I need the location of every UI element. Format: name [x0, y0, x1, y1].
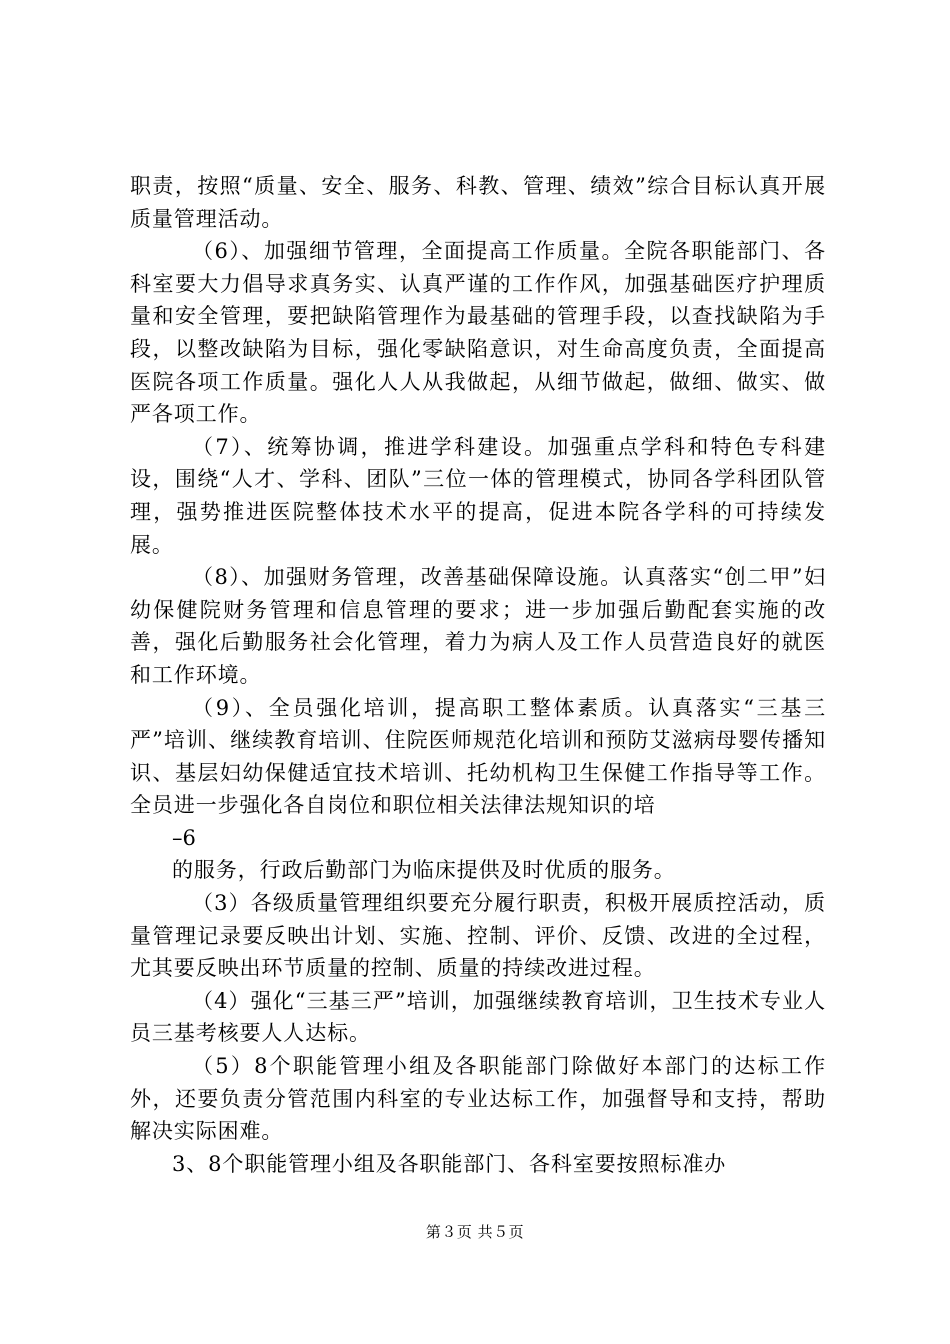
page-footer: 第３页 共５页	[425, 1223, 525, 1241]
paragraph-item-7: （7）、统筹协调，推进学科建设。加强重点学科和特色专科建设，围绕“人才、学科、团队”三位一体的管理模式，协同各学科团队管理，强势推进医院整体技术水平的提高，促进本院各学科的可持续发展。	[130, 434, 826, 557]
paragraph-item-8: （8）、加强财务管理，改善基础保障设施。认真落实“创二甲”妇幼保健院财务管理和信息管理的要求；进一步加强后勤配套实施的改善，强化后勤服务社会化管理，着力为病人及工作人员营造良好的就医和工作环境。	[130, 565, 826, 687]
document-body	[130, 170, 826, 1180]
paragraph-item-3: （3）各级质量管理组织要充分履行职责，积极开展质控活动，质量管理记录要反映出计划、实施、控制、评价、反馈、改进的全过程，尤其要反映出环节质量的控制、质量的持续改进过程。	[130, 891, 826, 981]
paragraph-item-9: （9）、全员强化培训，提高职工整体素质。认真落实“三基三严”培训、继续教育培训、住院医师规范化培训和预防艾滋病母婴传播知识、基层妇幼保健适宜技术培训、托幼机构卫生保健工作指导等工作。全员进一步强化各自岗位和职位相关法律法规知识的培	[130, 695, 826, 818]
paragraph-item-5: （5）8个职能管理小组及各职能部门除做好本部门的达标工作外，还要负责分管范围内科室的专业达标工作，加强督导和支持，帮助解决实际困难。	[130, 1054, 826, 1144]
paragraph-item-4: （4）强化“三基三严”培训，加强继续教育培训，卫生技术专业人员三基考核要人人达标。	[130, 988, 826, 1046]
page-marker: –6	[172, 825, 196, 850]
paragraph-service: 的服务，行政后勤部门为临床提供及时优质的服务。	[172, 858, 676, 883]
paragraph-section-3: 3、8个职能管理小组及各职能部门、各科室要按照标准办	[172, 1151, 727, 1176]
paragraph-item-6: （6）、加强细节管理，全面提高工作质量。全院各职能部门、各科室要大力倡导求真务实、认真严谨的工作作风，加强基础医疗护理质量和安全管理，要把缺陷管理作为最基础的管理手段，以查找缺陷为手段，以整改缺陷为目标，强化零缺陷意识，对生命高度负责，全面提高医院各项工作质量。强化人人从我做起，从细节做起，做细、做实、做严各项工作。	[130, 239, 826, 427]
paragraph-continuation: 职责，按照“质量、安全、服务、科教、管理、绩效”综合目标认真开展质量管理活动。	[130, 174, 826, 231]
